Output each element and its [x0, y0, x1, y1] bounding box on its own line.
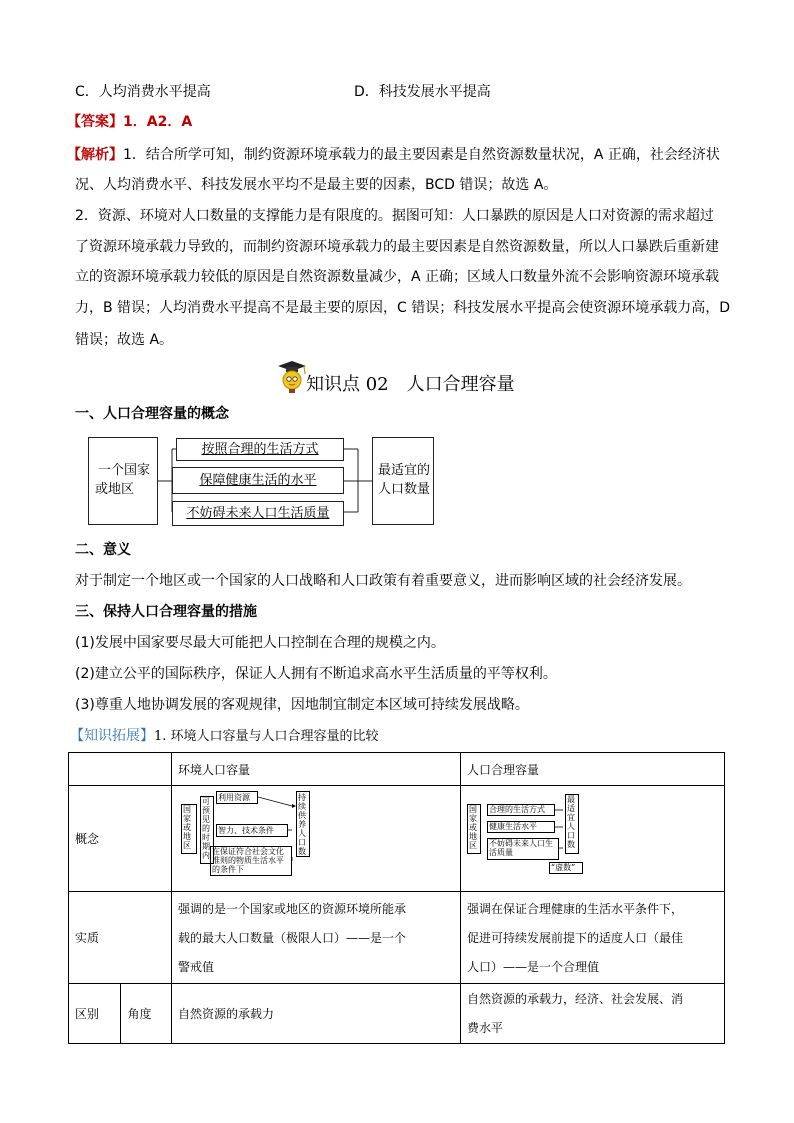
analysis-p2-l1: 2．资源、环境对人口数量的支撑能力是有限度的。据图可知：人口暴跌的原因是人口对资源的需求超过 [75, 208, 714, 224]
table-essence-env [171, 892, 460, 984]
comparison-table [68, 752, 725, 1044]
essence-reason-line-1: 强调在保证合理健康的生活水平条件下， [466, 902, 683, 916]
section2-heading: 二、意义 [75, 542, 131, 558]
mini-reason-note: “虚数” [550, 863, 576, 872]
table-corner-cell [69, 753, 172, 786]
mini-env-box2-text: 智力、技术条件 [217, 826, 274, 835]
angle-reason-line-2: 费水平 [466, 1020, 503, 1035]
table-row-diff-label: 区别 [69, 984, 121, 1044]
section3-item-3: (3)尊重人地协调发展的客观规律，因地制宜制定本区域可持续发展战略。 [75, 697, 529, 713]
analysis-p1-l1: 1．结合所学可知，制约资源环境承载力的最主要因素是自然资源数量状况，A 正确，社会经济状 [123, 147, 720, 163]
diagram-right-line1: 最适宜的 [377, 463, 430, 478]
analysis-p2-l3: 立的资源环境承载力较低的原因是自然资源数量减少，A 正确；区域人口数量外流不会影响资源环境承载 [75, 269, 720, 285]
analysis-label: 【解析】 [67, 147, 123, 163]
table-head-reason: 人口合理容量 [460, 753, 724, 786]
table-essence-reason [460, 892, 724, 984]
section3-item-2: (2)建立公平的国际秩序，保证人人拥有不断追求高水平生活质量的平等权利。 [75, 666, 557, 682]
table-row-essence-label: 实质 [69, 892, 172, 984]
essence-env-line-3: 警戒值 [177, 960, 214, 974]
mini-reason-left: 国家或地区 [468, 805, 477, 850]
table-concept-env-cell [171, 786, 460, 892]
essence-env-line-2: 载的最大人口数量（极限人口）——是一个 [177, 931, 406, 945]
angle-reason-line-1: 自然资源的承载力，经济、社会发展、消 [466, 991, 683, 1006]
scholar-mascot-icon [274, 358, 310, 394]
mini-env-mid: 可预见的时期内 [201, 797, 210, 860]
essence-env-line-1: 强调的是一个国家或地区的资源环境所能承 [177, 902, 406, 916]
mini-diagram-env [172, 786, 460, 891]
option-d: D．科技发展水平提高 [354, 84, 491, 100]
section3-heading: 三、保持人口合理容量的措施 [75, 604, 257, 620]
table-concept-reason-cell [460, 786, 724, 892]
table-row-header [69, 753, 725, 786]
section3-item-1: (1)发展中国家要尽最大可能把人口控制在合理的规模之内。 [75, 635, 445, 651]
table-row-angle-label: 角度 [121, 984, 172, 1044]
mini-reason-box1-text: 合理的生活方式 [488, 805, 545, 814]
extension-title: 1. 环境人口容量与人口合理容量的比较 [154, 729, 379, 744]
mini-env-right: 持续供养人口数 [297, 793, 306, 856]
mini-env-arrows [258, 791, 298, 871]
diagram-mid-text-1: 按照合理的生活方式 [201, 442, 319, 457]
option-c: C．人均消费水平提高 [75, 84, 211, 100]
diagram-mid-text-2: 保障健康生活的水平 [199, 473, 317, 488]
diagram-mid-text-3: 不妨碍未来人口生活质量 [186, 506, 330, 521]
mini-env-box3-text: 在保证符合社会文化准则的物质生活水平的条件下 [211, 847, 284, 874]
table-row-concept-label: 概念 [69, 786, 172, 892]
extension-line [70, 726, 379, 747]
analysis-line-1 [67, 145, 720, 165]
table-angle-reason [460, 984, 724, 1044]
table-row-concept [69, 786, 725, 892]
diagram-right-line2: 人口数量 [377, 482, 430, 497]
knowledge-point-title: 知识点 02 人口合理容量 [306, 374, 515, 395]
section2-text: 对于制定一个地区或一个国家的人口战略和人口政策有着重要意义，进而影响区域的社会经济发展。 [75, 573, 691, 589]
extension-label: 【知识拓展】 [70, 728, 154, 744]
mini-env-left: 国家或地区 [182, 805, 191, 850]
table-head-env: 环境人口容量 [171, 753, 460, 786]
answer-text: 1．A2．A [123, 114, 193, 130]
essence-reason-line-3: 人口）——是一个合理值 [466, 960, 599, 974]
table-row-diff [69, 984, 725, 1044]
mini-reason-box2-text: 健康生活水平 [488, 822, 537, 831]
mini-reason-right: 最适宜人口数 [566, 795, 575, 849]
essence-reason-line-2: 促进可持续发展前提下的适度人口（最佳 [466, 931, 683, 945]
analysis-p2-l2: 了资源环境承载力导致的，而制约资源环境承载力的最主要因素是自然资源数量，所以人口暴跌后重新建 [75, 239, 719, 255]
answer-label: 【答案】 [67, 114, 123, 130]
mini-diagram-reason [461, 786, 724, 891]
mini-env-box1-text: 利用资源 [217, 793, 250, 802]
table-angle-env: 自然资源的承载力 [171, 984, 460, 1044]
analysis-p1-l2: 况、人均消费水平、科技发展水平均不是最主要的因素，BCD 错误；故选 A。 [75, 177, 558, 193]
section1-heading: 一、人口合理容量的概念 [75, 406, 229, 422]
diagram-left-line1: 一个国家 [97, 463, 150, 478]
mini-reason-box3-text: 不妨碍未来人口生活质量 [488, 839, 553, 857]
diagram-left-line2: 或地区 [95, 482, 135, 497]
analysis-p2-l4: 力，B 错误；人均消费水平提高不是最主要的原因，C 错误；科技发展水平提高会使资源环境承载力高，D [75, 300, 731, 316]
table-row-essence [69, 892, 725, 984]
answer-line [67, 112, 192, 132]
analysis-p2-l5: 错误；故选 A。 [75, 332, 174, 348]
